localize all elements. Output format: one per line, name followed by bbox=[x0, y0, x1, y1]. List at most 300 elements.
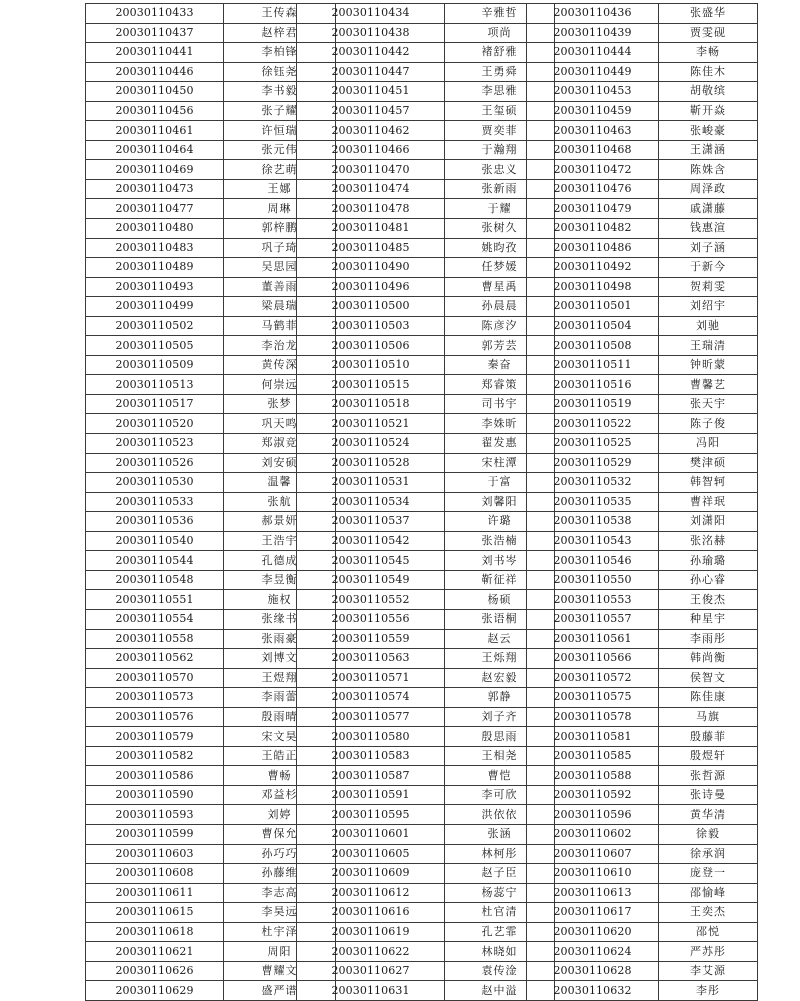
student-id-cell: 20030110531 bbox=[297, 473, 445, 493]
student-id-cell: 20030110502 bbox=[86, 316, 224, 336]
student-id-cell: 20030110546 bbox=[527, 551, 659, 571]
student-id-cell: 20030110451 bbox=[297, 82, 445, 102]
table-row bbox=[297, 199, 555, 219]
student-id-cell: 20030110438 bbox=[297, 23, 445, 43]
student-id-cell: 20030110483 bbox=[86, 238, 224, 258]
student-name-cell: 张语桐 bbox=[445, 609, 555, 629]
table-row bbox=[297, 355, 555, 375]
student-id-cell: 20030110505 bbox=[86, 336, 224, 356]
table-row bbox=[527, 492, 758, 512]
student-name-cell: 种星宇 bbox=[659, 609, 758, 629]
student-name-cell: 张树久 bbox=[445, 219, 555, 239]
table-row bbox=[297, 434, 555, 454]
table-row bbox=[527, 649, 758, 669]
table-row bbox=[527, 766, 758, 786]
student-id-cell: 20030110582 bbox=[86, 746, 224, 766]
student-name-cell: 张忠义 bbox=[445, 160, 555, 180]
student-name-cell: 刘博文 bbox=[224, 649, 336, 669]
student-name-cell: 于新今 bbox=[659, 258, 758, 278]
student-id-cell: 20030110498 bbox=[527, 277, 659, 297]
table-row bbox=[297, 277, 555, 297]
student-id-cell: 20030110621 bbox=[86, 942, 224, 962]
table-row bbox=[527, 805, 758, 825]
table-row bbox=[297, 649, 555, 669]
roster-table-column-2 bbox=[296, 3, 555, 1001]
student-id-cell: 20030110470 bbox=[297, 160, 445, 180]
student-name-cell: 袁传淦 bbox=[445, 961, 555, 981]
student-name-cell: 殷雨晴 bbox=[224, 707, 336, 727]
table-row bbox=[297, 688, 555, 708]
student-id-cell: 20030110557 bbox=[527, 609, 659, 629]
student-name-cell: 于耀 bbox=[445, 199, 555, 219]
student-id-cell: 20030110613 bbox=[527, 883, 659, 903]
student-name-cell: 董善雨 bbox=[224, 277, 336, 297]
table-row bbox=[297, 179, 555, 199]
student-name-cell: 杨蕊宁 bbox=[445, 883, 555, 903]
student-name-cell: 梁晨瑞 bbox=[224, 297, 336, 317]
student-id-cell: 20030110628 bbox=[527, 961, 659, 981]
table-row bbox=[527, 316, 758, 336]
table-row bbox=[297, 512, 555, 532]
student-name-cell: 郑淑竞 bbox=[224, 434, 336, 454]
student-id-cell: 20030110434 bbox=[297, 4, 445, 24]
student-name-cell: 钱惠渲 bbox=[659, 219, 758, 239]
student-name-cell: 张航 bbox=[224, 492, 336, 512]
student-id-cell: 20030110599 bbox=[86, 824, 224, 844]
table-row bbox=[527, 922, 758, 942]
student-id-cell: 20030110464 bbox=[86, 140, 224, 160]
student-id-cell: 20030110549 bbox=[297, 570, 445, 590]
student-id-cell: 20030110480 bbox=[86, 219, 224, 239]
table-row bbox=[527, 297, 758, 317]
student-name-cell: 曹祥珉 bbox=[659, 492, 758, 512]
student-name-cell: 张新雨 bbox=[445, 179, 555, 199]
student-id-cell: 20030110446 bbox=[86, 62, 224, 82]
student-id-cell: 20030110616 bbox=[297, 903, 445, 923]
student-name-cell: 任梦媛 bbox=[445, 258, 555, 278]
student-name-cell: 陈彦汐 bbox=[445, 316, 555, 336]
table-row bbox=[297, 238, 555, 258]
student-name-cell: 胡敬缤 bbox=[659, 82, 758, 102]
table-row bbox=[297, 844, 555, 864]
student-name-cell: 徐毅 bbox=[659, 824, 758, 844]
student-name-cell: 王娜 bbox=[224, 179, 336, 199]
roster-table-column-3 bbox=[526, 3, 758, 1001]
student-id-cell: 20030110478 bbox=[297, 199, 445, 219]
student-name-cell: 李昱衡 bbox=[224, 570, 336, 590]
table-row bbox=[527, 434, 758, 454]
student-id-cell: 20030110617 bbox=[527, 903, 659, 923]
student-id-cell: 20030110601 bbox=[297, 824, 445, 844]
table-row bbox=[527, 179, 758, 199]
student-id-cell: 20030110521 bbox=[297, 414, 445, 434]
student-name-cell: 于富 bbox=[445, 473, 555, 493]
table-row bbox=[527, 883, 758, 903]
student-id-cell: 20030110586 bbox=[86, 766, 224, 786]
student-name-cell: 邵愉峰 bbox=[659, 883, 758, 903]
student-id-cell: 20030110528 bbox=[297, 453, 445, 473]
student-id-cell: 20030110603 bbox=[86, 844, 224, 864]
student-name-cell: 刘馨阳 bbox=[445, 492, 555, 512]
student-id-cell: 20030110559 bbox=[297, 629, 445, 649]
student-id-cell: 20030110622 bbox=[297, 942, 445, 962]
student-id-cell: 20030110563 bbox=[297, 649, 445, 669]
student-name-cell: 曹保允 bbox=[224, 824, 336, 844]
student-id-cell: 20030110612 bbox=[297, 883, 445, 903]
table-row bbox=[297, 140, 555, 160]
student-name-cell: 孔艺霏 bbox=[445, 922, 555, 942]
student-name-cell: 王瑞清 bbox=[659, 336, 758, 356]
student-id-cell: 20030110449 bbox=[527, 62, 659, 82]
student-id-cell: 20030110474 bbox=[297, 179, 445, 199]
student-name-cell: 李雨彤 bbox=[659, 629, 758, 649]
student-name-cell: 王相尧 bbox=[445, 746, 555, 766]
student-id-cell: 20030110517 bbox=[86, 394, 224, 414]
student-name-cell: 郝景妍 bbox=[224, 512, 336, 532]
student-name-cell: 巩子琦 bbox=[224, 238, 336, 258]
student-id-cell: 20030110552 bbox=[297, 590, 445, 610]
student-name-cell: 冯阳 bbox=[659, 434, 758, 454]
student-name-cell: 盛严谱 bbox=[224, 981, 336, 1001]
student-name-cell: 韩尚衡 bbox=[659, 649, 758, 669]
student-name-cell: 靳开焱 bbox=[659, 101, 758, 121]
table-row bbox=[297, 883, 555, 903]
table-row bbox=[297, 394, 555, 414]
table-row bbox=[527, 590, 758, 610]
student-id-cell: 20030110520 bbox=[86, 414, 224, 434]
student-name-cell: 殷藤菲 bbox=[659, 727, 758, 747]
student-id-cell: 20030110493 bbox=[86, 277, 224, 297]
student-name-cell: 王浩宇 bbox=[224, 531, 336, 551]
table-row bbox=[297, 805, 555, 825]
student-name-cell: 张浩楠 bbox=[445, 531, 555, 551]
table-row bbox=[527, 473, 758, 493]
student-id-cell: 20030110551 bbox=[86, 590, 224, 610]
table-row bbox=[527, 375, 758, 395]
student-id-cell: 20030110544 bbox=[86, 551, 224, 571]
table-row bbox=[297, 609, 555, 629]
table-row bbox=[527, 961, 758, 981]
student-id-cell: 20030110476 bbox=[527, 179, 659, 199]
student-name-cell: 徐艺萌 bbox=[224, 160, 336, 180]
table-row bbox=[527, 238, 758, 258]
student-name-cell: 李昊远 bbox=[224, 903, 336, 923]
student-id-cell: 20030110593 bbox=[86, 805, 224, 825]
table-row bbox=[297, 336, 555, 356]
table-row bbox=[297, 121, 555, 141]
student-id-cell: 20030110492 bbox=[527, 258, 659, 278]
table-row bbox=[297, 82, 555, 102]
table-row bbox=[297, 727, 555, 747]
table-row bbox=[297, 531, 555, 551]
table-row bbox=[297, 316, 555, 336]
table-row bbox=[527, 101, 758, 121]
student-id-cell: 20030110516 bbox=[527, 375, 659, 395]
table-row bbox=[527, 746, 758, 766]
student-id-cell: 20030110444 bbox=[527, 43, 659, 63]
student-name-cell: 韩智轲 bbox=[659, 473, 758, 493]
student-id-cell: 20030110611 bbox=[86, 883, 224, 903]
student-name-cell: 孙晨晨 bbox=[445, 297, 555, 317]
student-id-cell: 20030110439 bbox=[527, 23, 659, 43]
table-row bbox=[527, 551, 758, 571]
student-id-cell: 20030110573 bbox=[86, 688, 224, 708]
table-row bbox=[297, 4, 555, 24]
table-row bbox=[527, 23, 758, 43]
student-id-cell: 20030110548 bbox=[86, 570, 224, 590]
student-name-cell: 林柯彤 bbox=[445, 844, 555, 864]
student-name-cell: 徐钰尧 bbox=[224, 62, 336, 82]
student-name-cell: 姚昀孜 bbox=[445, 238, 555, 258]
student-name-cell: 温馨 bbox=[224, 473, 336, 493]
student-name-cell: 李柏锋 bbox=[224, 43, 336, 63]
student-name-cell: 贾雯砚 bbox=[659, 23, 758, 43]
table-row bbox=[527, 121, 758, 141]
student-name-cell: 李艾源 bbox=[659, 961, 758, 981]
student-name-cell: 张元伟 bbox=[224, 140, 336, 160]
student-id-cell: 20030110453 bbox=[527, 82, 659, 102]
student-name-cell: 周泽政 bbox=[659, 179, 758, 199]
student-name-cell: 李志高 bbox=[224, 883, 336, 903]
table-row bbox=[527, 219, 758, 239]
student-name-cell: 刘驰 bbox=[659, 316, 758, 336]
student-id-cell: 20030110463 bbox=[527, 121, 659, 141]
table-row bbox=[297, 297, 555, 317]
student-id-cell: 20030110504 bbox=[527, 316, 659, 336]
student-name-cell: 李书毅 bbox=[224, 82, 336, 102]
student-id-cell: 20030110609 bbox=[297, 864, 445, 884]
student-name-cell: 张峻豪 bbox=[659, 121, 758, 141]
student-name-cell: 刘书岑 bbox=[445, 551, 555, 571]
student-name-cell: 李思雅 bbox=[445, 82, 555, 102]
student-id-cell: 20030110566 bbox=[527, 649, 659, 669]
student-id-cell: 20030110526 bbox=[86, 453, 224, 473]
student-name-cell: 林晓如 bbox=[445, 942, 555, 962]
table-row bbox=[297, 942, 555, 962]
student-name-cell: 靳征祥 bbox=[445, 570, 555, 590]
table-row bbox=[527, 258, 758, 278]
student-id-cell: 20030110508 bbox=[527, 336, 659, 356]
student-name-cell: 王奕杰 bbox=[659, 903, 758, 923]
student-id-cell: 20030110543 bbox=[527, 531, 659, 551]
student-name-cell: 王烁翔 bbox=[445, 649, 555, 669]
student-name-cell: 曹恺 bbox=[445, 766, 555, 786]
student-id-cell: 20030110538 bbox=[527, 512, 659, 532]
table-row bbox=[527, 727, 758, 747]
table-row bbox=[527, 336, 758, 356]
student-id-cell: 20030110479 bbox=[527, 199, 659, 219]
student-id-cell: 20030110437 bbox=[86, 23, 224, 43]
student-id-cell: 20030110442 bbox=[297, 43, 445, 63]
student-id-cell: 20030110558 bbox=[86, 629, 224, 649]
student-id-cell: 20030110468 bbox=[527, 140, 659, 160]
table-row bbox=[297, 629, 555, 649]
student-id-cell: 20030110596 bbox=[527, 805, 659, 825]
table-row bbox=[527, 668, 758, 688]
student-id-cell: 20030110536 bbox=[86, 512, 224, 532]
student-name-cell: 邵悦 bbox=[659, 922, 758, 942]
student-id-cell: 20030110580 bbox=[297, 727, 445, 747]
student-name-cell: 司书宇 bbox=[445, 394, 555, 414]
student-name-cell: 许恒瑞 bbox=[224, 121, 336, 141]
student-id-cell: 20030110534 bbox=[297, 492, 445, 512]
student-id-cell: 20030110490 bbox=[297, 258, 445, 278]
student-name-cell: 孔德成 bbox=[224, 551, 336, 571]
table-row bbox=[297, 473, 555, 493]
student-id-cell: 20030110523 bbox=[86, 434, 224, 454]
student-id-cell: 20030110519 bbox=[527, 394, 659, 414]
table-row bbox=[297, 551, 555, 571]
student-name-cell: 郭梓鹏 bbox=[224, 219, 336, 239]
student-name-cell: 李彤 bbox=[659, 981, 758, 1001]
table-row bbox=[527, 512, 758, 532]
student-name-cell: 邓益杉 bbox=[224, 785, 336, 805]
student-id-cell: 20030110524 bbox=[297, 434, 445, 454]
student-id-cell: 20030110499 bbox=[86, 297, 224, 317]
table-row bbox=[527, 140, 758, 160]
student-id-cell: 20030110525 bbox=[527, 434, 659, 454]
student-name-cell: 严苏彤 bbox=[659, 942, 758, 962]
student-name-cell: 郑睿策 bbox=[445, 375, 555, 395]
student-id-cell: 20030110515 bbox=[297, 375, 445, 395]
student-name-cell: 徐承润 bbox=[659, 844, 758, 864]
table-row bbox=[297, 101, 555, 121]
student-id-cell: 20030110535 bbox=[527, 492, 659, 512]
student-id-cell: 20030110500 bbox=[297, 297, 445, 317]
student-id-cell: 20030110501 bbox=[527, 297, 659, 317]
table-row bbox=[297, 668, 555, 688]
table-row bbox=[527, 355, 758, 375]
student-id-cell: 20030110533 bbox=[86, 492, 224, 512]
student-id-cell: 20030110581 bbox=[527, 727, 659, 747]
student-id-cell: 20030110473 bbox=[86, 179, 224, 199]
student-name-cell: 张梦 bbox=[224, 394, 336, 414]
student-id-cell: 20030110624 bbox=[527, 942, 659, 962]
student-name-cell: 孙藤维 bbox=[224, 864, 336, 884]
student-name-cell: 戚潇藤 bbox=[659, 199, 758, 219]
table-row bbox=[297, 453, 555, 473]
table-row bbox=[527, 414, 758, 434]
student-id-cell: 20030110545 bbox=[297, 551, 445, 571]
student-id-cell: 20030110575 bbox=[527, 688, 659, 708]
student-name-cell: 刘婷 bbox=[224, 805, 336, 825]
student-name-cell: 赵宏毅 bbox=[445, 668, 555, 688]
student-name-cell: 施权 bbox=[224, 590, 336, 610]
student-id-cell: 20030110482 bbox=[527, 219, 659, 239]
table-row bbox=[527, 453, 758, 473]
student-name-cell: 赵梓君 bbox=[224, 23, 336, 43]
table-row bbox=[297, 707, 555, 727]
student-name-cell: 巩天鸣 bbox=[224, 414, 336, 434]
student-name-cell: 杨硕 bbox=[445, 590, 555, 610]
table-row bbox=[297, 23, 555, 43]
student-id-cell: 20030110578 bbox=[527, 707, 659, 727]
table-row bbox=[297, 746, 555, 766]
student-name-cell: 陈姝含 bbox=[659, 160, 758, 180]
student-id-cell: 20030110509 bbox=[86, 355, 224, 375]
table-row bbox=[297, 903, 555, 923]
student-id-cell: 20030110481 bbox=[297, 219, 445, 239]
student-id-cell: 20030110522 bbox=[527, 414, 659, 434]
student-id-cell: 20030110450 bbox=[86, 82, 224, 102]
table-row bbox=[527, 160, 758, 180]
student-name-cell: 刘潇阳 bbox=[659, 512, 758, 532]
student-name-cell: 王皓正 bbox=[224, 746, 336, 766]
student-name-cell: 张子耀 bbox=[224, 101, 336, 121]
table-row bbox=[297, 43, 555, 63]
student-id-cell: 20030110466 bbox=[297, 140, 445, 160]
student-name-cell: 张哲源 bbox=[659, 766, 758, 786]
student-id-cell: 20030110553 bbox=[527, 590, 659, 610]
table-row bbox=[527, 570, 758, 590]
table-row bbox=[527, 4, 758, 24]
table-row bbox=[527, 707, 758, 727]
student-name-cell: 周阳 bbox=[224, 942, 336, 962]
student-id-cell: 20030110518 bbox=[297, 394, 445, 414]
student-name-cell: 马鹤菲 bbox=[224, 316, 336, 336]
table-row bbox=[527, 864, 758, 884]
student-id-cell: 20030110530 bbox=[86, 473, 224, 493]
student-name-cell: 张雨豪 bbox=[224, 629, 336, 649]
student-id-cell: 20030110610 bbox=[527, 864, 659, 884]
student-id-cell: 20030110615 bbox=[86, 903, 224, 923]
student-id-cell: 20030110462 bbox=[297, 121, 445, 141]
table-row bbox=[297, 375, 555, 395]
student-name-cell: 张缘书 bbox=[224, 609, 336, 629]
student-id-cell: 20030110619 bbox=[297, 922, 445, 942]
student-id-cell: 20030110587 bbox=[297, 766, 445, 786]
student-id-cell: 20030110585 bbox=[527, 746, 659, 766]
student-id-cell: 20030110583 bbox=[297, 746, 445, 766]
table-row bbox=[527, 824, 758, 844]
table-row bbox=[527, 981, 758, 1001]
student-id-cell: 20030110550 bbox=[527, 570, 659, 590]
student-name-cell: 孙心睿 bbox=[659, 570, 758, 590]
student-id-cell: 20030110485 bbox=[297, 238, 445, 258]
student-name-cell: 宋柱潭 bbox=[445, 453, 555, 473]
student-name-cell: 刘子涵 bbox=[659, 238, 758, 258]
student-name-cell: 刘子齐 bbox=[445, 707, 555, 727]
student-id-cell: 20030110579 bbox=[86, 727, 224, 747]
student-name-cell: 孙瑜璐 bbox=[659, 551, 758, 571]
table-row bbox=[527, 609, 758, 629]
table-row bbox=[527, 394, 758, 414]
student-name-cell: 许璐 bbox=[445, 512, 555, 532]
student-name-cell: 曹畅 bbox=[224, 766, 336, 786]
student-name-cell: 张诗曼 bbox=[659, 785, 758, 805]
student-name-cell: 郭静 bbox=[445, 688, 555, 708]
student-name-cell: 殷煜轩 bbox=[659, 746, 758, 766]
table-row bbox=[297, 864, 555, 884]
student-id-cell: 20030110556 bbox=[297, 609, 445, 629]
student-id-cell: 20030110489 bbox=[86, 258, 224, 278]
student-name-cell: 王玺硕 bbox=[445, 101, 555, 121]
student-name-cell: 杜宇泽 bbox=[224, 922, 336, 942]
student-name-cell: 贺莉雯 bbox=[659, 277, 758, 297]
student-id-cell: 20030110570 bbox=[86, 668, 224, 688]
student-name-cell: 宋文昊 bbox=[224, 727, 336, 747]
student-id-cell: 20030110457 bbox=[297, 101, 445, 121]
table-row bbox=[527, 62, 758, 82]
table-row bbox=[297, 961, 555, 981]
student-name-cell: 赵子臣 bbox=[445, 864, 555, 884]
student-id-cell: 20030110459 bbox=[527, 101, 659, 121]
student-id-cell: 20030110433 bbox=[86, 4, 224, 24]
student-id-cell: 20030110629 bbox=[86, 981, 224, 1001]
student-id-cell: 20030110436 bbox=[527, 4, 659, 24]
table-row bbox=[527, 688, 758, 708]
table-row bbox=[527, 82, 758, 102]
